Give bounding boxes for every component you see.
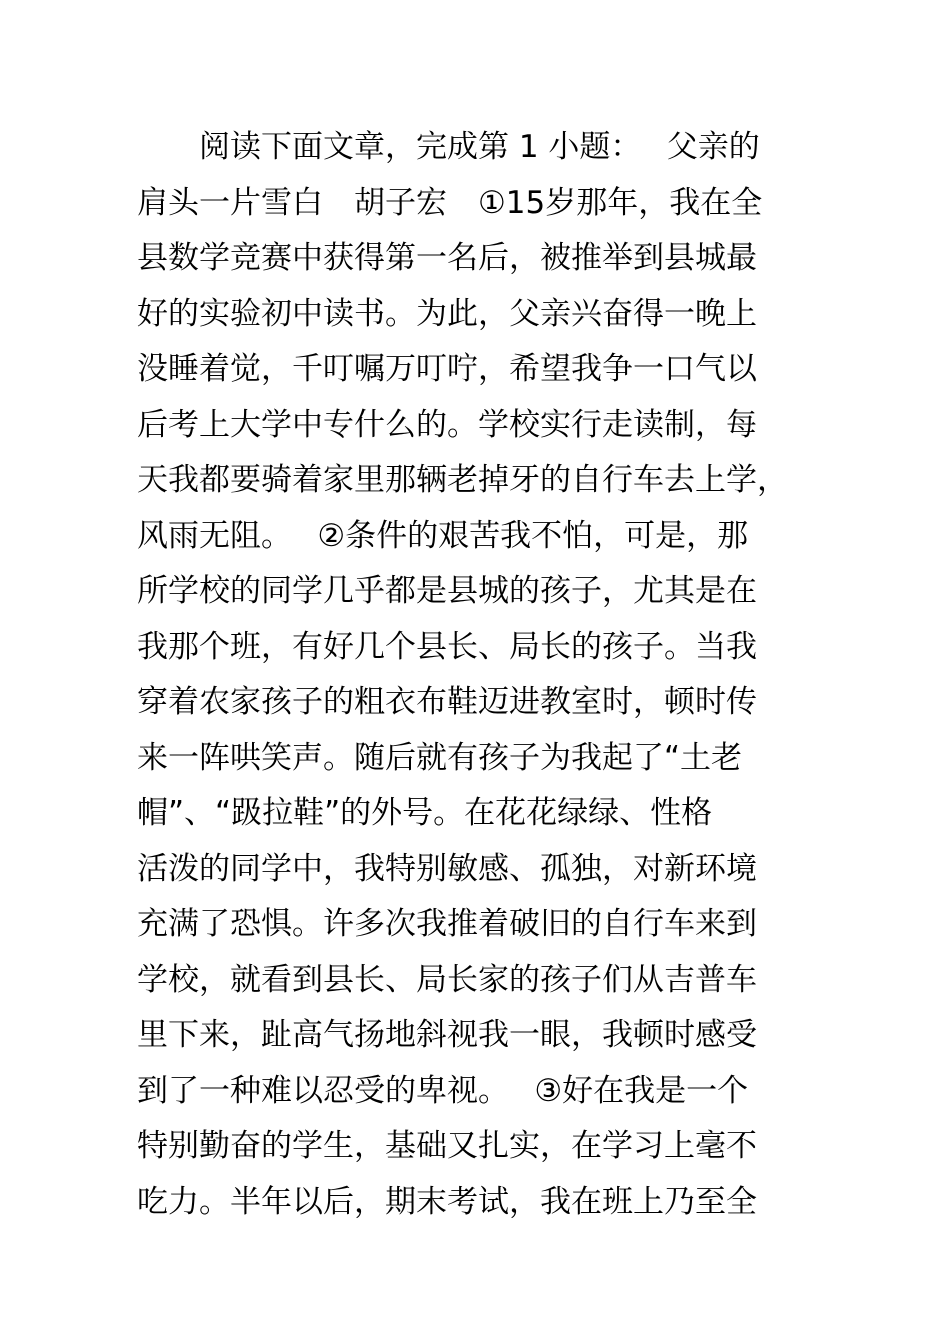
text-line-16: 学校，就看到县长、局长家的孩子们从吉普车 bbox=[137, 961, 757, 998]
text-line-2: 肩头一片雪白 胡子宏 ①15岁那年，我在全 bbox=[137, 184, 763, 221]
text-line-12: 来一阵哄笑声。随后就有孩子为我起了“土老 bbox=[137, 739, 743, 776]
text-line-1: 阅读下面文章，完成第 1 小题： 父亲的 bbox=[137, 129, 760, 165]
text-line-14: 活泼的同学中，我特别敏感、孤独，对新环境 bbox=[137, 850, 757, 887]
text-line-20: 吃力。半年以后，期末考试，我在班上乃至全 bbox=[137, 1183, 757, 1220]
text-line-11: 穿着农家孩子的粗衣布鞋迈进教室时，顿时传 bbox=[137, 684, 757, 720]
text-line-9: 所学校的同学几乎都是县城的孩子，尤其是在 bbox=[137, 573, 757, 609]
text-line-13: 帽”、“趿拉鞋”的外号。在花花绿绿、性格 bbox=[137, 795, 713, 831]
text-line-4: 好的实验初中读书。为此，父亲兴奋得一晚上 bbox=[137, 295, 757, 332]
text-line-17: 里下来，趾高气扬地斜视我一眼，我顿时感受 bbox=[137, 1017, 757, 1053]
text-line-6: 后考上大学中专什么的。学校实行走读制，每 bbox=[137, 406, 757, 443]
text-line-19: 特别勤奋的学生，基础又扎实，在学习上毫不 bbox=[137, 1128, 757, 1164]
text-line-18: 到了一种难以忍受的卑视。 ③好在我是一个 bbox=[137, 1072, 749, 1109]
text-line-8: 风雨无阻。 ②条件的艰苦我不怕，可是，那 bbox=[137, 517, 749, 554]
text-line-7: 天我都要骑着家里那辆老掉牙的自行车去上学， bbox=[137, 462, 788, 498]
text-line-5: 没睡着觉，千叮嘱万叮咛，希望我争一口气以 bbox=[137, 351, 757, 387]
text-line-10: 我那个班，有好几个县长、局长的孩子。当我 bbox=[137, 628, 757, 665]
text-line-15: 充满了恐惧。许多次我推着破旧的自行车来到 bbox=[137, 906, 757, 942]
article-text bbox=[137, 120, 827, 1230]
text-line-3: 县数学竞赛中获得第一名后，被推举到县城最 bbox=[137, 240, 757, 276]
